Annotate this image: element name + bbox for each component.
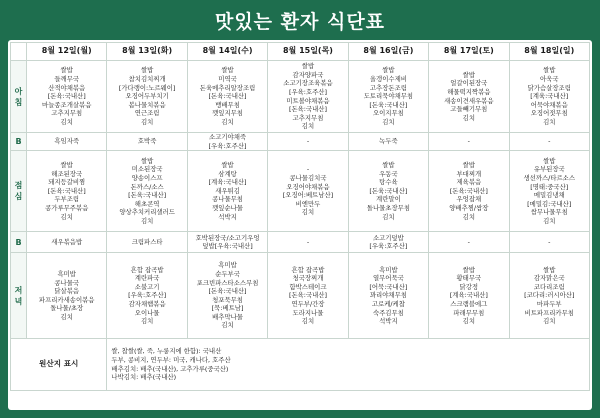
- menu-item: 감자맑은국: [533, 274, 565, 283]
- menu-item: 쌀밥: [60, 161, 73, 170]
- snack2-cell: [268, 232, 348, 253]
- menu-item: 콩나물김치국: [289, 174, 327, 182]
- menu-item: 고추지무침: [292, 113, 324, 122]
- menu-item: 쌀밥: [221, 66, 234, 75]
- menu-item: 청포묵무침: [212, 295, 243, 304]
- menu-item: 소고기장조육볶음: [283, 79, 333, 88]
- day-header: 8월 14일(수): [187, 43, 267, 61]
- menu-item: 삼계탕: [218, 169, 237, 178]
- menu-item: 쌀밥: [60, 66, 73, 75]
- menu-item: 부대찌개: [456, 169, 482, 178]
- lunch-cell: [509, 151, 589, 232]
- snack2-cell: [509, 232, 589, 253]
- menu-item: 김치: [462, 212, 475, 221]
- menu-item: 미역국: [218, 75, 237, 84]
- menu-item: 뱅배무침: [215, 100, 240, 109]
- menu-item: 깻잎지무침: [212, 109, 243, 118]
- menu-item: 감자채햄볶음: [128, 299, 166, 308]
- snack1-cell: [107, 133, 187, 151]
- menu-item: [묵:베트남]: [211, 304, 244, 313]
- menu-item: [돈육:국내산]: [288, 291, 327, 300]
- origin-label: 원산지 표시: [11, 339, 107, 391]
- menu-item: 올갱이수제비: [369, 75, 407, 84]
- menu-item: [돈육:국내산]: [208, 287, 247, 296]
- menu-item: 순두부국: [215, 269, 240, 278]
- snack1-cell: [509, 133, 589, 151]
- menu-item: 함박스테이크: [289, 282, 327, 291]
- menu-item: 흔합 잡곡밥: [291, 265, 325, 274]
- origin-line: 배추김치: 배추(국내산), 고추가루(중국산): [111, 364, 229, 373]
- menu-item: -: [467, 137, 470, 146]
- menu-item: 김치: [301, 317, 315, 326]
- menu-item: -: [306, 237, 310, 246]
- menu-item: 생선까스/타르소스: [523, 174, 576, 182]
- meal-label-breakfast: 아 침: [11, 61, 27, 133]
- origin-text: [107, 339, 590, 391]
- menu-item: 흑미밥: [218, 261, 237, 270]
- dinner-cell: [187, 253, 267, 339]
- menu-item: [계육:국내산]: [530, 92, 569, 101]
- menu-item: 소고기야채죽: [209, 133, 247, 141]
- menu-item: 마늘종조개살볶음: [42, 100, 92, 109]
- menu-item: 고추지무침: [51, 109, 83, 118]
- menu-item: 파프리카새송이볶음: [38, 295, 95, 304]
- menu-item: [코다리:러시아산]: [524, 291, 575, 300]
- menu-item: 쌀밥: [462, 265, 475, 274]
- menu-item: [우육:호주산]: [288, 87, 327, 96]
- breakfast-cell: [509, 61, 589, 133]
- menu-item: [계육:국내산]: [208, 178, 247, 187]
- menu-item: 도토리묵야채무침: [363, 92, 414, 101]
- menu-item: 탕수육: [379, 178, 398, 187]
- menu-item: 김치: [60, 312, 73, 321]
- menu-item: 김치: [382, 212, 395, 221]
- menu-item: 크림파스타: [131, 237, 163, 246]
- menu-item: 두부조림: [54, 195, 80, 204]
- menu-item: 오징어두부치기: [125, 92, 169, 101]
- meal-label-snack2: B: [11, 232, 27, 253]
- menu-item: [어묵:국내산]: [369, 282, 408, 291]
- menu-item: 닭가슴살장조림: [527, 83, 571, 92]
- menu-item: 쌈무나물무침: [530, 208, 568, 217]
- menu-item: 양배추찜/쌈장: [449, 204, 489, 213]
- snack1-cell: [268, 133, 348, 151]
- snack1-cell: [348, 133, 428, 151]
- menu-item: 돼지등갈비찜: [48, 178, 86, 187]
- menu-item: 오징어야채볶음: [286, 182, 330, 191]
- menu-item: 호박죽: [137, 137, 157, 146]
- menu-item: 김치: [60, 212, 73, 221]
- breakfast-cell: [27, 61, 107, 133]
- menu-item: [돈육:국내산]: [369, 186, 408, 195]
- breakfast-cell: [268, 61, 348, 133]
- meal-table: [10, 42, 590, 391]
- menu-item: 녹두죽: [379, 137, 398, 146]
- snack1-cell: [429, 133, 509, 151]
- menu-item: [계육:국내산]: [449, 291, 488, 300]
- lunch-cell: [187, 151, 267, 232]
- menu-item: 콩나물국: [54, 278, 80, 287]
- lunch-cell: [429, 151, 509, 232]
- menu-item: 쌀밥: [140, 156, 154, 165]
- menu-item: -: [548, 137, 551, 146]
- menu-item: 석박지: [218, 212, 237, 221]
- snack2-cell: [27, 232, 107, 253]
- menu-item: 미트볼야채볶음: [286, 96, 330, 105]
- menu-item: 감자양파국: [292, 70, 324, 79]
- menu-item: 호박된장국/소고기우엉: [195, 233, 260, 242]
- menu-item: 양송이스프: [131, 174, 163, 182]
- page-title: 맛있는 환자 식단표: [214, 11, 386, 33]
- dinner-cell: [107, 253, 187, 339]
- menu-item: 쌀밥: [382, 66, 395, 75]
- menu-item: [가다랭이:노르웨이]: [118, 83, 176, 92]
- day-header: 8월 13일(화): [107, 43, 187, 61]
- menu-item: 우엉잡채: [456, 195, 482, 204]
- menu-item: [돈육:국내산]: [128, 191, 167, 200]
- menu-item: 김치: [140, 216, 154, 225]
- menu-item: 계란파국: [134, 274, 160, 283]
- menu-item: 쌀밥: [543, 156, 556, 165]
- menu-item: 오징어젓무침: [530, 109, 568, 118]
- origin-line: 나박김치: 배추(국내산): [111, 373, 177, 382]
- menu-item: 연근조림: [134, 109, 160, 118]
- menu-item: 도라지나물: [292, 308, 324, 317]
- menu-item: 쌀밥: [543, 265, 556, 274]
- menu-item: 미소된장국: [131, 165, 163, 174]
- menu-item: 숙주김무침: [372, 308, 404, 317]
- menu-item: 김치: [140, 317, 154, 326]
- menu-item: 마파두부: [536, 299, 562, 308]
- menu-item: 고로케/케찹: [371, 299, 405, 308]
- menu-item: 포크빈파스타소스무침: [196, 278, 259, 287]
- menu-item: [돈육:국내산]: [208, 92, 247, 101]
- meal-label-lunch: 점 심: [11, 151, 27, 232]
- menu-item: 김치: [140, 117, 154, 126]
- dinner-row: [11, 253, 590, 339]
- menu-item: 양상추치커리샐러드: [119, 208, 175, 217]
- dinner-cell: [268, 253, 348, 339]
- day-header: 8월 15일(목): [268, 43, 348, 61]
- menu-item: 김치: [462, 113, 475, 122]
- menu-item: [돈육:국내산]: [288, 105, 327, 114]
- menu-item: 계란말이: [376, 195, 401, 204]
- menu-item: 새우볶음밥: [51, 237, 83, 246]
- snack1-row: [11, 133, 590, 151]
- menu-item: 김치: [221, 321, 234, 330]
- menu-item: [명태:중국산]: [530, 182, 569, 191]
- menu-item: 김치: [543, 317, 556, 326]
- origin-row: [11, 339, 590, 391]
- day-header: 8월 17일(토): [429, 43, 509, 61]
- menu-item: 코다리조림: [533, 282, 565, 291]
- menu-item: 들깨무국: [54, 75, 80, 84]
- menu-item: 참치김치찌개: [128, 75, 166, 84]
- menu-item: 새우튀김: [215, 186, 240, 195]
- menu-item: [오징어:베트남산]: [282, 191, 334, 200]
- menu-item: 김치: [221, 117, 234, 126]
- menu-item: 쌀밥: [462, 70, 475, 79]
- snack2-row: [11, 232, 590, 253]
- menu-item: 석박지: [379, 317, 398, 326]
- menu-item: 흔합 잡곡밥: [130, 265, 164, 274]
- menu-item: 소고기덮밥: [372, 233, 404, 242]
- menu-item: 열무어묵국: [372, 274, 404, 283]
- menu-item: 닭살볶음: [54, 287, 80, 296]
- menu-item: 우동국: [379, 169, 398, 178]
- lunch-row: [11, 151, 590, 232]
- lunch-cell: [107, 151, 187, 232]
- breakfast-row: [11, 61, 590, 133]
- menu-item: [돈육:국내산]: [369, 100, 408, 109]
- menu-item: -: [306, 165, 310, 174]
- breakfast-cell: [348, 61, 428, 133]
- menu-item: 오이나물: [134, 308, 160, 317]
- menu-item: 메밀김냉채: [533, 191, 565, 200]
- menu-item: 김치: [60, 117, 73, 126]
- menu-item: 김치: [301, 208, 315, 217]
- menu-item: 봄나물치볶음: [128, 100, 166, 109]
- menu-item: 청국장찌개: [292, 274, 324, 283]
- menu-item: [우육:호주산]: [128, 291, 167, 300]
- snack2-cell: [429, 232, 509, 253]
- menu-item: 비트파프리카무침: [524, 308, 574, 317]
- dinner-cell: [429, 253, 509, 339]
- menu-item: [돈육:국내산]: [47, 92, 86, 101]
- lunch-cell: [348, 151, 428, 232]
- lunch-cell: [268, 151, 348, 232]
- menu-item: 김치: [543, 117, 556, 126]
- menu-item: 고들빼기무침: [450, 105, 488, 114]
- snack1-cell: [187, 133, 267, 151]
- menu-item: 아욱국: [540, 75, 559, 84]
- menu-item: 덮밥[우육:국내산]: [202, 242, 253, 251]
- corner-cell: [11, 43, 27, 61]
- lunch-cell: [27, 151, 107, 232]
- menu-item: [돈육:국내산]: [449, 186, 488, 195]
- menu-item: 깻잎순나물: [212, 204, 243, 213]
- menu-item: 흑미밥: [57, 269, 76, 278]
- menu-item: 해초콘역: [134, 199, 160, 208]
- menu-item: 고추장돈조림: [369, 83, 407, 92]
- menu-item: -: [467, 237, 470, 246]
- meal-label-snack1: B: [11, 133, 27, 151]
- menu-item: 돈까스/소스: [130, 182, 164, 191]
- menu-item: [메밀김:국내산]: [527, 199, 572, 208]
- menu-item: 스크램블에그: [450, 299, 488, 308]
- menu-item: 새송이견새우볶음: [444, 96, 494, 105]
- menu-item: 제육볶음: [456, 178, 482, 187]
- menu-item: 소불고기: [134, 282, 160, 291]
- menu-item: 배추막나물: [212, 312, 243, 321]
- menu-item: 콩가루무주볶음: [45, 204, 89, 213]
- menu-item: 김치: [301, 122, 315, 131]
- menu-item: 쌀밥: [543, 66, 556, 75]
- menu-item: 해물떡지짝볶음: [447, 87, 491, 96]
- menu-sheet: [8, 40, 592, 410]
- menu-item: 쌀밥: [140, 66, 154, 75]
- menu-item: 황태무국: [456, 274, 482, 283]
- breakfast-cell: [429, 61, 509, 133]
- menu-item: 쌀밥: [382, 161, 395, 170]
- menu-item: 어묵야채볶음: [530, 100, 568, 109]
- menu-item: 꽈리야채무침: [369, 291, 407, 300]
- day-header: 8월 12일(월): [27, 43, 107, 61]
- menu-item: 돌나물/초장: [50, 304, 84, 313]
- meal-label-dinner: 저 녁: [11, 253, 27, 339]
- menu-item: [돈육:국내산]: [47, 186, 86, 195]
- menu-item: 콩나물무침: [212, 195, 243, 204]
- header-row: [11, 43, 590, 61]
- menu-item: 김치: [543, 216, 556, 225]
- menu-item: 비엔만두: [295, 199, 321, 208]
- menu-item: 파래무무침: [453, 308, 485, 317]
- menu-item: 흑미밥: [379, 265, 398, 274]
- menu-item: 김치: [462, 317, 475, 326]
- menu-item: [우육:호주산]: [369, 242, 408, 251]
- menu-item: 돌나물초장무침: [366, 204, 410, 213]
- menu-item: 닭강정: [459, 282, 479, 291]
- breakfast-cell: [187, 61, 267, 133]
- menu-item: 김치: [382, 117, 395, 126]
- breakfast-cell: [107, 61, 187, 133]
- menu-item: 유부된장국: [533, 165, 565, 174]
- dinner-cell: [348, 253, 428, 339]
- dinner-cell: [509, 253, 589, 339]
- menu-item: 쌀밥: [301, 62, 315, 71]
- day-header: 8월 16일(금): [348, 43, 428, 61]
- menu-item: -: [548, 237, 551, 246]
- dinner-cell: [27, 253, 107, 339]
- snack1-cell: [27, 133, 107, 151]
- snack2-cell: [348, 232, 428, 253]
- menu-item: 얼갈이된장국: [450, 79, 488, 88]
- day-header: 8월 18일(일): [509, 43, 589, 61]
- menu-item: 산적야채볶음: [48, 83, 86, 92]
- menu-item: 해조된장국: [51, 169, 83, 178]
- snack2-cell: [107, 232, 187, 253]
- menu-item: 쌀밥: [462, 161, 475, 170]
- menu-item: 쌀밥: [221, 161, 234, 170]
- menu-item: [우육:호주산]: [208, 141, 247, 150]
- snack2-cell: [187, 232, 267, 253]
- menu-item: 오이지무침: [372, 109, 404, 118]
- menu-item: 흑임자죽: [54, 137, 80, 146]
- menu-item: 연두부/간장: [291, 299, 325, 308]
- origin-line: 쌀, 찹쌀(쌀, 죽, 누룽지에 한함): 국내산: [111, 347, 222, 356]
- menu-item: 돈육메추리알장조림: [199, 83, 256, 92]
- origin-line: 두부, 콩비지, 연두부: 미국, 캐나다, 호주산: [111, 355, 231, 364]
- menu-item: -: [306, 137, 310, 146]
